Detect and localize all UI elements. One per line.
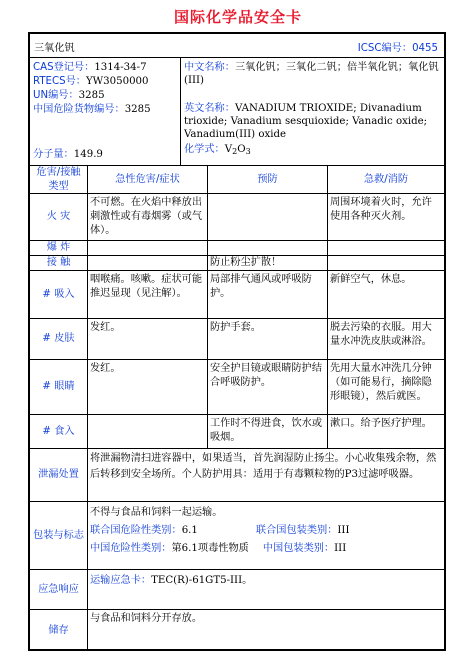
row-label: 爆 炸 bbox=[30, 241, 88, 255]
cas-value: 1314-34-7 bbox=[94, 62, 147, 73]
row-label: # 眼睛 bbox=[30, 360, 88, 414]
en-name-block bbox=[184, 102, 446, 141]
row-emergency bbox=[30, 570, 444, 610]
rtecs-label: RTECS号： bbox=[33, 76, 86, 87]
row-ingestion bbox=[30, 415, 444, 449]
formula-o: O bbox=[237, 144, 246, 155]
cn-class-value: 第6.1项毒性物质 bbox=[171, 543, 249, 554]
col-symptoms: 急性危害/症状 bbox=[88, 166, 208, 193]
prevention-cell bbox=[208, 194, 328, 240]
row-label: 应急响应 bbox=[30, 570, 88, 609]
row-label: # 食入 bbox=[30, 415, 88, 448]
prevention-cell: 防止粉尘扩散！ bbox=[208, 256, 328, 270]
row-label: 储存 bbox=[30, 610, 88, 651]
row-label: 包装与标志 bbox=[30, 502, 88, 569]
cn-pack-value: III bbox=[334, 543, 347, 554]
cas-line bbox=[33, 61, 147, 74]
emergency-card-label: 运输应急卡： bbox=[90, 575, 152, 586]
formula-label: 化学式： bbox=[184, 144, 225, 155]
icsc-value: 0455 bbox=[412, 43, 438, 54]
formula-o-sub: 3 bbox=[245, 147, 251, 156]
identification-section bbox=[30, 58, 444, 166]
symptoms-cell bbox=[88, 415, 208, 448]
row-label: 火 灾 bbox=[30, 194, 88, 240]
prevention-cell: 安全护目镜或眼睛防护结合呼吸防护。 bbox=[208, 360, 328, 414]
row-storage bbox=[30, 610, 444, 651]
firstaid-cell: 新鲜空气，休息。 bbox=[330, 274, 412, 285]
packaging-line3 bbox=[90, 540, 442, 558]
firstaid-cell: 脱去污染的衣服。用大量水冲洗皮肤或淋浴。 bbox=[330, 322, 432, 347]
icsc-number bbox=[358, 39, 438, 54]
prevention-cell: 局部排气通风或呼吸防护。 bbox=[208, 271, 328, 318]
un-line bbox=[33, 89, 105, 102]
row-exposure bbox=[30, 256, 444, 271]
un-class-value: 6.1 bbox=[181, 525, 198, 536]
table-header-row bbox=[30, 166, 444, 194]
cn-pack-label: 中国包装类别： bbox=[262, 543, 335, 554]
rtecs-line bbox=[33, 75, 149, 88]
firstaid-cell: 周围环境着火时，允许使用各种灭火剂。 bbox=[330, 197, 432, 222]
un-pack-label: 联合国包装类别： bbox=[255, 525, 338, 536]
row-label: # 皮肤 bbox=[30, 319, 88, 359]
col-firstaid: 急救/消防 bbox=[363, 173, 409, 185]
emergency-card-value: TEC(R)-61GT5-III。 bbox=[151, 575, 253, 586]
prevention-cell: 防护手套。 bbox=[208, 319, 328, 359]
storage-text: 与食品和饲料分开存放。 bbox=[90, 613, 203, 624]
row-skin bbox=[30, 319, 444, 360]
cn-label: 中国危险货物编号： bbox=[33, 104, 125, 115]
card-title: 国际化学品安全卡 bbox=[173, 8, 302, 26]
mw-value: 149.9 bbox=[73, 149, 103, 160]
row-eyes bbox=[30, 360, 444, 415]
packaging-text bbox=[88, 502, 444, 569]
en-name-label: 英文名称： bbox=[184, 103, 235, 114]
en-name-value: VANADIUM TRIOXIDE; Divanadium trioxide; Vanadium sesquioxide; Vanadic oxide; Vanadium(III) oxide bbox=[184, 103, 428, 140]
un-label: UN编号： bbox=[33, 90, 79, 101]
row-explosion bbox=[30, 241, 444, 256]
symptoms-cell: 咽喉痛。咳嗽。症状可能推迟显现（见注解）。 bbox=[88, 271, 208, 318]
un-pack-value: III bbox=[337, 525, 350, 536]
cn-name-value: 三氧化钒；三氧化二钒；倍半氧化钒；氧化钒(III) bbox=[184, 62, 439, 86]
symptoms-cell: 发红。 bbox=[88, 360, 208, 414]
cas-label: CAS登记号： bbox=[33, 62, 95, 73]
firstaid-cell: 漱口。给予医疗护理。 bbox=[330, 418, 432, 429]
identifiers-column bbox=[30, 58, 181, 165]
cn-value: 3285 bbox=[124, 104, 151, 115]
emergency-text bbox=[88, 570, 444, 609]
symptoms-cell bbox=[88, 241, 208, 255]
packaging-line2 bbox=[90, 522, 442, 540]
row-packaging bbox=[30, 502, 444, 570]
names-column bbox=[181, 58, 444, 165]
un-value: 3285 bbox=[78, 90, 105, 101]
symptoms-cell: 不可燃。在火焰中释放出刺激性或有毒烟雾（或气体）。 bbox=[88, 194, 208, 240]
cn-name-label: 中文名称： bbox=[184, 62, 235, 73]
col-prevention: 预防 bbox=[208, 166, 328, 193]
formula-v: V bbox=[224, 144, 233, 155]
prevention-cell bbox=[208, 241, 328, 255]
chemical-name: 三氧化钒 bbox=[34, 43, 75, 54]
firstaid-cell: 先用大量水冲洗几分钟（如可能易行，摘除隐形眼镜），然后就医。 bbox=[330, 363, 432, 402]
prevention-cell: 工作时不得进食，饮水或吸烟。 bbox=[208, 415, 328, 448]
cn-line bbox=[33, 103, 151, 116]
packaging-line1: 不得与食品和饲料一起运输。 bbox=[90, 507, 223, 518]
row-label: 泄漏处置 bbox=[30, 449, 88, 501]
row-fire bbox=[30, 194, 444, 241]
cn-class-label: 中国危险性类别： bbox=[90, 543, 172, 554]
symptoms-cell bbox=[88, 256, 208, 270]
card-header bbox=[30, 34, 444, 58]
row-spill bbox=[30, 449, 444, 502]
row-label: # 吸入 bbox=[30, 271, 88, 318]
un-class-label: 联合国危险性类别： bbox=[90, 525, 182, 536]
formula-v-sub: 2 bbox=[232, 147, 238, 156]
mw-line bbox=[33, 148, 103, 161]
firstaid-cell bbox=[328, 256, 444, 270]
cn-name-block bbox=[184, 61, 446, 87]
firstaid-cell bbox=[328, 241, 444, 255]
col-hazard-type: 危害/接触类型 bbox=[30, 166, 88, 193]
formula-block bbox=[184, 143, 446, 158]
rtecs-value: YW3050000 bbox=[85, 76, 149, 87]
spill-text: 将泄漏物清扫进容器中，如果适当，首先润湿防止扬尘。小心收集残余物，然后转移到安全场所。个人防护用具：适用于有毒颗粒物的P3过滤呼吸器。 bbox=[90, 453, 437, 480]
safety-card bbox=[28, 32, 446, 651]
row-inhalation bbox=[30, 271, 444, 319]
symptoms-cell: 发红。 bbox=[88, 319, 208, 359]
mw-label: 分子量： bbox=[33, 149, 74, 160]
row-label: 接 触 bbox=[30, 256, 88, 270]
icsc-label: ICSC编号： bbox=[357, 43, 413, 54]
